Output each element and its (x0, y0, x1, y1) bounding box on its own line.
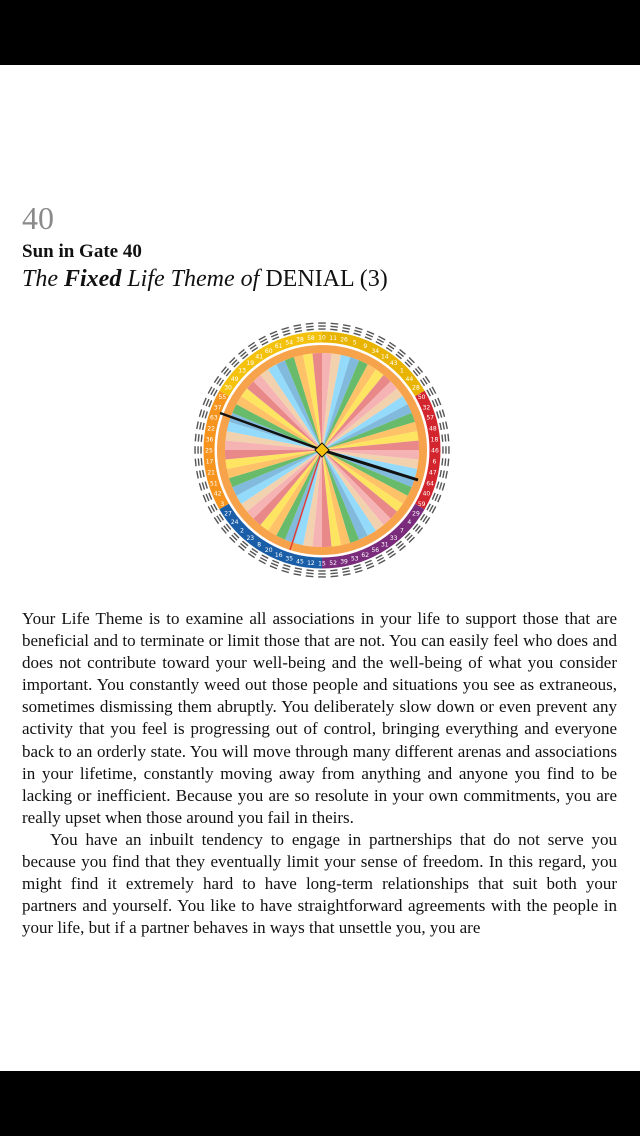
hexagram-tick (365, 337, 372, 340)
gate-number: 31 (380, 541, 389, 549)
gate-number: 17 (205, 458, 214, 466)
hexagram-tick (435, 494, 438, 501)
hexagram-tick (262, 342, 268, 345)
hexagram-tick (440, 482, 442, 489)
hexagram-tick (354, 330, 361, 332)
hexagram-tick (307, 329, 314, 330)
hexagram-tick (330, 329, 337, 330)
gate-number: 18 (430, 436, 439, 444)
gate-number: 22 (207, 425, 215, 433)
hexagram-tick (432, 387, 436, 394)
gate-number: 64 (426, 480, 434, 488)
hexagram-tick (295, 331, 302, 332)
subtitle-keyword: DENIAL (3) (265, 266, 388, 292)
hexagram-tick (331, 576, 339, 577)
gate-number: 46 (431, 447, 439, 455)
hexagram-tick (270, 331, 277, 334)
gate-number: 50 (417, 394, 426, 402)
hexagram-tick (262, 555, 268, 558)
hexagram-tick (437, 411, 439, 418)
gate-number: 11 (329, 335, 337, 343)
hexagram-tick (343, 325, 350, 326)
hexagram-tick (442, 458, 443, 465)
gate-number: 30 (224, 384, 232, 392)
hexagram-tick (354, 333, 361, 335)
hexagram-tick (260, 339, 267, 343)
hexagram-tick (209, 493, 212, 500)
hexagram-tick (378, 336, 385, 340)
gate-number: 25 (205, 447, 213, 455)
gate-number: 16 (274, 551, 283, 559)
hexagram-tick (443, 422, 444, 429)
hexagram-tick (202, 482, 204, 489)
body-text (22, 608, 617, 939)
hexagram-tick (445, 458, 446, 465)
hexagram-tick (330, 573, 337, 574)
hexagram-tick (197, 421, 198, 428)
hexagram-tick (209, 400, 212, 407)
hexagram-tick (367, 566, 374, 569)
hexagram-tick (365, 560, 372, 563)
subtitle-middle: Life Theme of (121, 266, 266, 292)
hexagram-tick (437, 482, 439, 489)
hexagram-tick (203, 423, 204, 430)
hexagram-tick (445, 434, 446, 441)
hexagram-tick (283, 565, 290, 567)
gate-number: 15 (318, 560, 326, 568)
gate-number: 2 (240, 527, 245, 535)
hexagram-tick (448, 434, 449, 442)
paragraph-1: Your Life Theme is to examine all associations in your life to support those that are beneficial and to terminate or limit those that are not. You can easily feel who does and does not contribute toward your well-being and the well-being of what you consider important. You constantly weed out those people and situations you see as extraneous, sometimes dismissing them abruptly. You deliberately slow down or even prevent any activity that you feel is progressing out of control, bringing everything and everyone back to an orderly state. You will move through many different arenas and associations in your lifetime, constantly moving away from anything and anyone you find to be lacking or inefficient. Because you are so resolute in your own commitments, you are really upset when those around you fail in theirs. (22, 609, 617, 827)
hexagram-tick (377, 558, 384, 562)
hexagram-tick (342, 568, 349, 569)
gate-number: 49 (230, 375, 239, 383)
status-bar (0, 0, 640, 65)
hexagram-tick (354, 568, 361, 570)
hexagram-tick (271, 563, 278, 566)
hexagram-tick (435, 399, 438, 406)
hexagram-tick (342, 331, 349, 332)
hexagram-tick (355, 327, 362, 329)
hexagram-tick (306, 573, 313, 574)
hexagram-tick (272, 337, 279, 340)
hexagram-tick (438, 398, 441, 405)
human-design-wheel (190, 318, 454, 582)
gate-number: 53 (350, 555, 359, 563)
hexagram-tick (205, 482, 207, 489)
hexagram-tick (440, 470, 441, 477)
gate-number: 3 (220, 500, 225, 508)
gate-number: 55 (218, 394, 227, 402)
hexagram-tick (343, 328, 350, 329)
chapter-title: Sun in Gate 40 (22, 241, 142, 262)
hexagram-tick (306, 326, 313, 327)
gate-number: 56 (371, 547, 380, 555)
hexagram-tick (201, 458, 202, 465)
hexagram-tick (432, 400, 435, 407)
hexagram-tick (295, 568, 302, 569)
hexagram-tick (355, 570, 362, 572)
subtitle-emphasis: Fixed (64, 266, 122, 292)
subtitle-prefix: The (22, 266, 64, 292)
hexagram-tick (440, 410, 442, 417)
hexagram-tick (271, 334, 278, 337)
hexagram-tick (430, 505, 434, 512)
hexagram-tick (282, 327, 289, 329)
gate-number: 13 (238, 367, 246, 375)
paragraph-2: You have an inbuilt tendency to engage in partnerships that do not serve you because you find that they eventually limit your sense of freedom. In this regard, you might find it extremely hard to have long-term relationships that suit both your partners and yourself. You like to have straightforward agreements with the people in your life, but if a partner behaves in ways that unsettle you, you are (22, 829, 617, 938)
hexagram-tick (330, 570, 337, 571)
gate-number: 45 (296, 558, 304, 566)
gate-number: 10 (318, 334, 326, 342)
hexagram-tick (199, 483, 201, 490)
hexagram-tick (211, 388, 215, 395)
gate-number: 44 (405, 375, 414, 383)
hexagram-tick (197, 471, 198, 478)
hexagram-tick (208, 387, 212, 394)
hexagram-tick (446, 421, 447, 428)
gate-number: 47 (429, 469, 437, 477)
hexagram-tick (376, 555, 382, 558)
hexagram-tick (442, 483, 444, 490)
hexagram-tick (200, 471, 201, 478)
book-page[interactable] (0, 65, 640, 1071)
hexagram-tick (203, 398, 206, 405)
gate-number: 5 (352, 339, 357, 347)
hexagram-tick (282, 330, 289, 332)
hexagram-tick (366, 334, 373, 337)
gate-number: 32 (422, 404, 431, 412)
gate-number: 4 (407, 519, 412, 527)
gate-number: 9 (363, 343, 368, 351)
hexagram-tick (195, 434, 196, 442)
gate-number: 41 (255, 353, 264, 361)
hexagram-tick (294, 328, 301, 329)
hexagram-tick (331, 323, 339, 324)
hexagram-tick (432, 506, 436, 513)
gate-number: 28 (412, 384, 420, 392)
hexagram-tick (198, 458, 199, 465)
hexagram-tick (206, 494, 209, 501)
hexagram-tick (306, 576, 314, 577)
gate-number: 40 (422, 490, 431, 498)
hexagram-tick (443, 471, 444, 478)
gate-number: 27 (224, 510, 232, 518)
gate-number: 7 (399, 527, 404, 535)
gate-number: 8 (257, 541, 262, 549)
gate-number: 34 (371, 347, 380, 355)
gate-number: 58 (307, 335, 315, 343)
gate-number: 33 (389, 534, 398, 542)
gate-number: 60 (264, 347, 273, 355)
hexagram-tick (377, 339, 384, 343)
gate-number: 21 (207, 469, 215, 477)
gate-number: 59 (417, 500, 426, 508)
hexagram-tick (366, 563, 373, 566)
hexagram-tick (294, 571, 301, 572)
hexagram-tick (259, 336, 266, 340)
gate-number: 29 (412, 510, 420, 518)
gate-number: 37 (213, 404, 222, 412)
hexagram-tick (199, 410, 201, 417)
hexagram-tick (282, 568, 289, 570)
hexagram-tick (354, 565, 361, 567)
hexagram-tick (442, 410, 444, 417)
gate-number: 52 (329, 559, 337, 567)
gate-number: 48 (429, 425, 437, 433)
hexagram-tick (330, 326, 337, 327)
hexagram-tick (259, 560, 266, 564)
hexagram-tick (306, 323, 314, 324)
hexagram-tick (343, 574, 350, 575)
hexagram-tick (201, 435, 202, 442)
hexagram-tick (376, 342, 382, 345)
gate-number: 51 (210, 480, 218, 488)
hexagram-tick (282, 570, 289, 572)
gate-number: 36 (205, 436, 214, 444)
hexagram-tick (208, 506, 212, 513)
hexagram-tick (440, 423, 441, 430)
hexagram-tick (211, 505, 215, 512)
gate-number: 35 (285, 555, 294, 563)
hexagram-tick (200, 422, 201, 429)
hexagram-tick (293, 325, 300, 326)
gate-number: 42 (213, 490, 222, 498)
hexagram-tick (198, 434, 199, 441)
hexagram-tick (283, 333, 290, 335)
hexagram-tick (430, 388, 434, 395)
hexagram-tick (427, 504, 430, 510)
gate-number: 38 (296, 336, 304, 344)
gate-number: 14 (380, 353, 389, 361)
hexagram-tick (214, 390, 217, 396)
hexagram-tick (378, 560, 385, 564)
hexagram-tick (202, 410, 204, 417)
hexagram-tick (270, 566, 277, 569)
hexagram-tick (446, 471, 447, 478)
hexagram-tick (272, 560, 279, 563)
page-number: 40 (22, 200, 54, 236)
hexagram-tick (448, 459, 449, 467)
hexagram-tick (195, 459, 196, 467)
hexagram-tick (206, 399, 209, 406)
gate-number: 20 (264, 547, 273, 555)
gate-number: 1 (399, 367, 404, 375)
hexagram-tick (260, 558, 267, 562)
gate-number: 39 (340, 558, 348, 566)
gate-number: 6 (432, 458, 437, 466)
hexagram-tick (293, 574, 300, 575)
gate-number: 24 (230, 519, 239, 527)
hexagram-tick (343, 571, 350, 572)
hexagram-tick (427, 390, 430, 396)
hexagram-tick (307, 570, 314, 571)
gate-number: 61 (274, 343, 283, 351)
gate-number: 12 (307, 559, 315, 567)
bottom-bar (0, 1071, 640, 1136)
hexagram-tick (203, 470, 204, 477)
gate-number: 26 (340, 336, 348, 344)
hexagram-tick (205, 411, 207, 418)
hexagram-tick (203, 495, 206, 502)
gate-number: 63 (210, 414, 218, 422)
gate-number: 19 (246, 360, 255, 368)
gate-number: 62 (361, 551, 370, 559)
hexagram-tick (442, 435, 443, 442)
hexagram-tick (432, 493, 435, 500)
gate-number: 54 (285, 339, 294, 347)
hexagram-tick (214, 504, 217, 510)
hexagram-tick (438, 495, 441, 502)
chapter-subtitle (22, 265, 388, 294)
gate-number: 23 (246, 534, 255, 542)
gate-number: 43 (389, 360, 398, 368)
gate-number: 57 (426, 414, 434, 422)
hexagram-tick (367, 331, 374, 334)
